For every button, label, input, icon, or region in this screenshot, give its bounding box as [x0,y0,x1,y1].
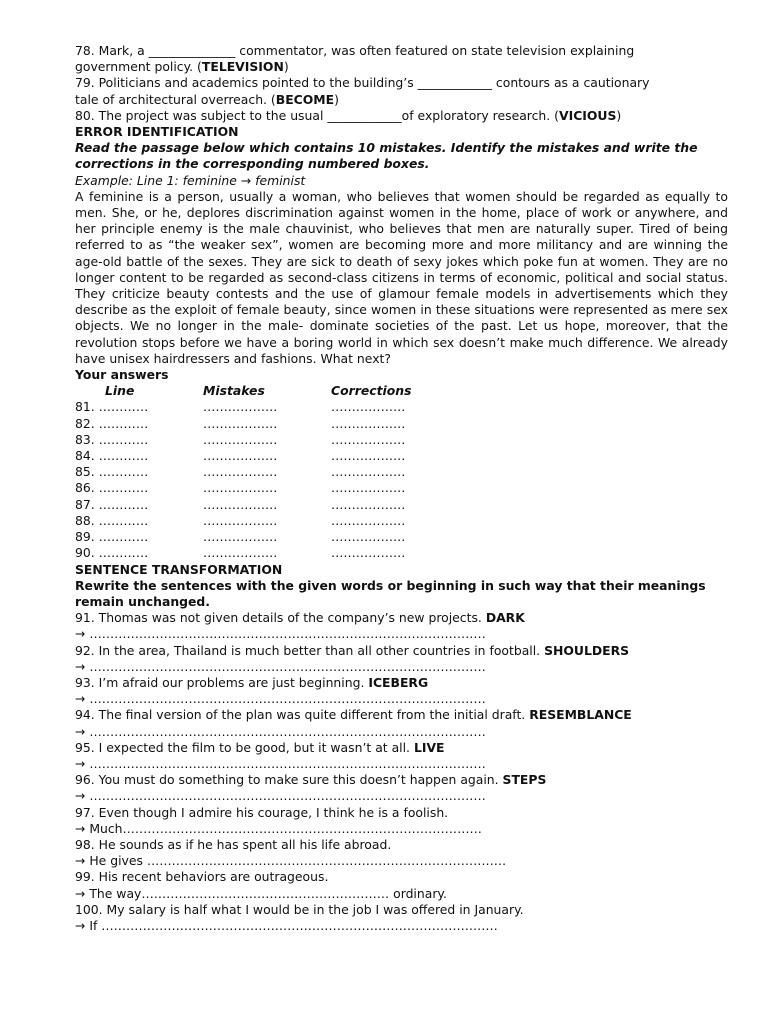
answer-line[interactable]: 81. ………… [75,399,149,415]
question-78-blank[interactable]: ______________ [148,43,236,58]
transformation-answer[interactable]: → Much…………………………………………………………………………… [75,820,482,836]
transformation-keyword: STEPS [502,772,547,788]
answer-line[interactable]: 86. ………… [75,480,149,496]
answer-line[interactable]: 88. ………… [75,512,149,528]
question-79 [75,75,728,107]
transformation-item [75,772,728,788]
question-78-keyword: TELEVISION [201,59,284,75]
answer-mistake[interactable]: ……………… [203,512,278,528]
answer-correction[interactable]: ……………… [331,431,406,447]
error-passage: A feminine is a person, usually a woman, who believes that women should be regarded as equally to men. She, or he, deplores discrimination against women in the home, place of work or anywhere, and her principle enemy is the male chauvinist, who believes that men are naturally super. Tired of being referred to as “the weaker sex”, women are becoming more and more militancy and are winning the age-old battle of the sexes. They are sick to death of sexy jokes which poke fun at women. They are no longer content to be regarded as second-class citizens in terms of economic, political and social status. They criticize beauty contests and the use of glamour female models in advertisements which they describe as the exploit of female beauty, since women in these situations were represented as mere sex objects. We no longer in the male- dominate societies of the past. Let us hope, moreover, that the revolution stops before we have a boring world in which sex doesn’t make much difference. We already have unisex hairdressers and fashions. What next? [75,188,728,366]
answer-row[interactable] [75,529,728,545]
answer-correction[interactable]: ……………… [331,448,406,464]
answer-line[interactable]: 87. ………… [75,496,149,512]
answer-row[interactable] [75,448,728,464]
col-corrections: Corrections [331,383,412,399]
transformation-item [75,837,728,853]
question-79-blank[interactable]: ____________ [417,75,492,91]
answer-row[interactable] [75,432,728,448]
transformation-answer[interactable]: → …………………………………………………………………………………… [75,691,486,707]
col-line: Line [105,383,135,399]
answer-line[interactable]: 83. ………… [75,431,149,447]
answers-table-header [75,383,728,399]
answer-row[interactable] [75,416,728,432]
answer-row[interactable] [75,399,728,415]
transformation-keyword: RESEMBLANCE [529,707,632,723]
question-80-blank[interactable]: ____________ [327,107,402,123]
your-answers-label: Your answers [75,367,169,383]
transformation-keyword: DARK [485,610,525,626]
error-identification-heading: ERROR IDENTIFICATION [75,124,239,140]
transformation-item [75,805,728,821]
answer-correction[interactable]: ……………… [331,415,406,431]
answer-mistake[interactable]: ……………… [203,464,278,480]
answer-mistake[interactable]: ……………… [203,496,278,512]
transformation-question: 98. He sounds as if he has spent all his life abroad. [75,836,392,852]
sentence-transformation-heading: SENTENCE TRANSFORMATION [75,561,283,577]
answer-correction[interactable]: ……………… [331,496,406,512]
question-78-text-cont: commentator, was often featured on state television explaining [235,43,635,58]
answer-mistake[interactable]: ……………… [203,545,278,561]
transformation-answer[interactable]: → …………………………………………………………………………………… [75,755,486,771]
answers-table [75,399,728,561]
transformation-keyword: LIVE [413,739,445,755]
answer-mistake[interactable]: ……………… [203,431,278,447]
transformation-question: 93. I’m afraid our problems are just beginning. [75,674,369,690]
answer-correction[interactable]: ……………… [331,480,406,496]
transformation-list [75,610,728,934]
question-80-close: ) [616,107,622,123]
question-79-keyword: BECOME [275,91,335,107]
question-79-line2: tale of architectural overreach. ( [75,91,276,107]
transformation-question: 95. I expected the film to be good, but it wasn’t at all. [75,739,414,755]
transformation-question: 96. You must do something to make sure this doesn’t happen again. [75,772,503,788]
col-mistakes: Mistakes [203,383,265,399]
answer-row[interactable] [75,480,728,496]
answer-row[interactable] [75,497,728,513]
transformation-item [75,643,728,659]
error-identification-example: Example: Line 1: feminine → feminist [75,172,306,188]
answer-correction[interactable]: ……………… [331,399,406,415]
answer-correction[interactable]: ……………… [331,464,406,480]
transformation-answer[interactable]: → The way…………………………………………………… ordinary. [75,885,447,901]
transformation-answer[interactable]: → He gives …………………………………………………………………………… [75,853,507,869]
question-78-close: ) [283,59,289,75]
transformation-question: 92. In the area, Thailand is much better than all other countries in football. [75,642,545,658]
transformation-question: 91. Thomas was not given details of the company’s new projects. [75,610,486,626]
transformation-answer[interactable]: → …………………………………………………………………………………… [75,788,486,804]
question-78-line2: government policy. ( [75,59,202,75]
answer-correction[interactable]: ……………… [331,545,406,561]
answer-correction[interactable]: ……………… [331,529,406,545]
transformation-answer[interactable]: → If …………………………………………………………………………………… [75,917,498,933]
transformation-answer[interactable]: → …………………………………………………………………………………… [75,658,486,674]
transformation-keyword: ICEBERG [368,674,429,690]
transformation-item [75,707,728,723]
transformation-item [75,869,728,885]
question-80-text-cont: of exploratory research. ( [401,107,559,123]
transformation-question: 99. His recent behaviors are outrageous. [75,869,329,885]
question-79-close: ) [334,91,339,107]
answer-line[interactable]: 90. ………… [75,545,149,561]
answer-line[interactable]: 84. ………… [75,448,149,464]
transformation-item [75,740,728,756]
answer-mistake[interactable]: ……………… [203,529,278,545]
transformation-item [75,675,728,691]
transformation-question: 94. The final version of the plan was quite different from the initial draft. [75,707,530,723]
transformation-answer[interactable]: → …………………………………………………………………………………… [75,723,486,739]
question-80 [75,108,728,124]
answer-line[interactable]: 82. ………… [75,415,149,431]
question-79-text-cont: contours as a cautionary [491,75,650,91]
transformation-question: 97. Even though I admire his courage, I think he is a foolish. [75,804,449,820]
transformation-item [75,610,728,626]
answer-mistake[interactable]: ……………… [203,399,278,415]
question-78 [75,43,728,75]
answer-row[interactable] [75,513,728,529]
answer-correction[interactable]: ……………… [331,512,406,528]
transformation-item [75,902,728,918]
error-identification-instruction: Read the passage below which contains 10 mistakes. Identify the mistakes and write the corrections in the corresponding numbered boxes. [75,140,698,172]
transformation-keyword: SHOULDERS [544,642,630,658]
question-78-text: 78. Mark, a [75,43,149,58]
sentence-transformation-instruction: Rewrite the sentences with the given words or beginning in such way that their meanings remain unchanged. [75,577,706,609]
answer-mistake[interactable]: ……………… [203,448,278,464]
transformation-answer[interactable]: → …………………………………………………………………………………… [75,626,486,642]
answer-line[interactable]: 89. ………… [75,529,149,545]
question-79-text: 79. Politicians and academics pointed to the building’s [75,75,418,91]
answer-row[interactable] [75,545,728,561]
answer-line[interactable]: 85. ………… [75,464,149,480]
transformation-question: 100. My salary is half what I would be in the job I was offered in January. [75,901,524,917]
answer-row[interactable] [75,464,728,480]
answer-mistake[interactable]: ……………… [203,415,278,431]
answer-mistake[interactable]: ……………… [203,480,278,496]
question-80-keyword: VICIOUS [559,107,617,123]
question-80-text: 80. The project was subject to the usual [75,107,328,123]
